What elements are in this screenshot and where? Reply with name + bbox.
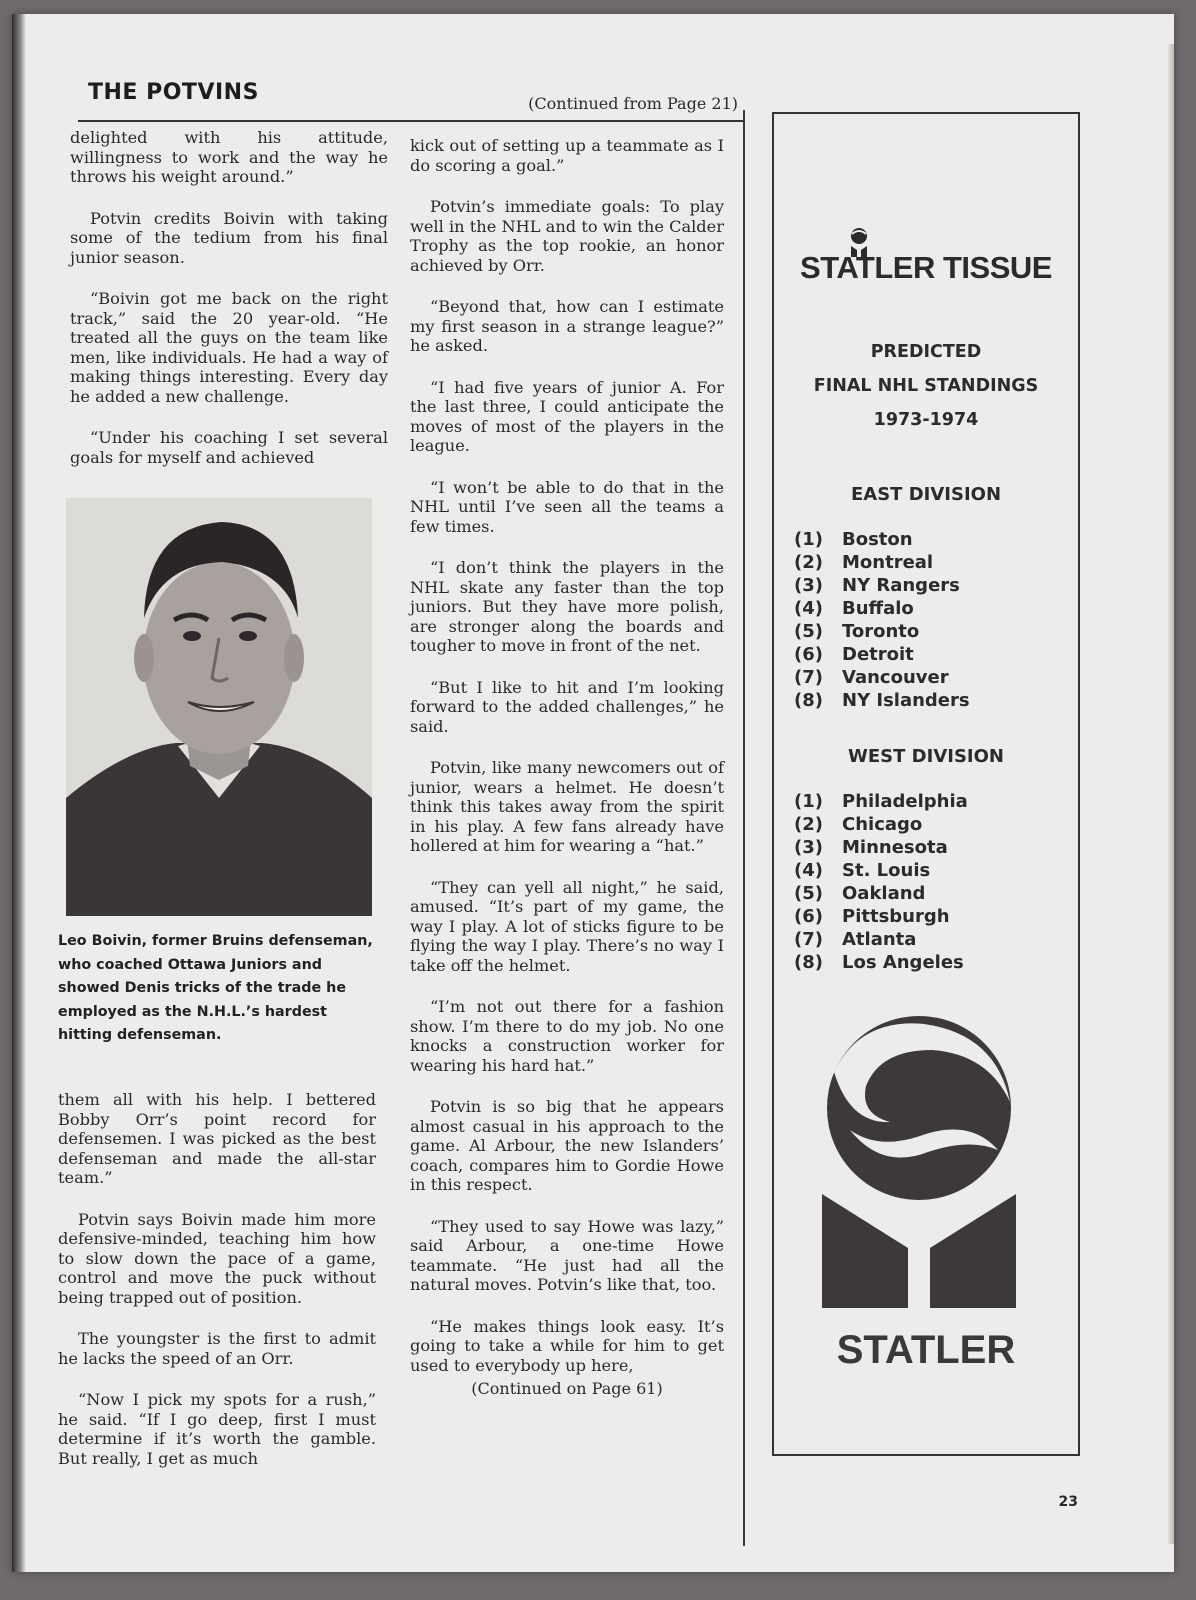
standing-rank: (6) bbox=[794, 644, 823, 665]
standing-row bbox=[794, 928, 1064, 951]
paragraph: “Under his coaching I set several goals for myself and achieved bbox=[70, 428, 388, 467]
logo-wordmark: STATLER bbox=[836, 1328, 1016, 1372]
continued-from-note: (Continued from Page 21) bbox=[528, 94, 738, 113]
ad-heading-line-2: FINAL NHL STANDINGS bbox=[813, 376, 1039, 396]
standing-team: Toronto bbox=[842, 621, 920, 642]
standing-team: St. Louis bbox=[842, 860, 931, 881]
standing-team: Vancouver bbox=[842, 667, 949, 688]
standing-rank: (4) bbox=[794, 860, 823, 881]
ad-heading-line-1: PREDICTED bbox=[870, 342, 982, 362]
photo-caption: Leo Boivin, former Bruins defenseman, who coached Ottawa Juniors and showed Denis tricks of the trade he employed as the N.H.L.’s hardest hitting defenseman. bbox=[58, 933, 373, 1043]
article-header bbox=[78, 70, 744, 122]
paragraph: Potvin is so big that he appears almost casual in his approach to the game. Al Arbour, the new Islanders’ coach, compares him to Gordie Howe in this respect. bbox=[410, 1097, 724, 1194]
standing-row bbox=[794, 643, 1064, 666]
standing-team: NY Islanders bbox=[842, 690, 970, 711]
continued-on-note: (Continued on Page 61) bbox=[471, 1379, 663, 1398]
column-1-bottom bbox=[58, 1090, 376, 1490]
standing-row bbox=[794, 689, 1064, 712]
standing-team: Detroit bbox=[842, 644, 914, 665]
standing-rank: (7) bbox=[794, 929, 823, 950]
standing-rank: (3) bbox=[794, 837, 823, 858]
leo-boivin-photo bbox=[66, 498, 372, 916]
standing-row bbox=[794, 574, 1064, 597]
paragraph: “Beyond that, how can I estimate my first season in a strange league?” he asked. bbox=[410, 297, 724, 355]
column-2 bbox=[410, 136, 724, 1399]
standing-rank: (8) bbox=[794, 690, 823, 711]
paragraph: Potvin’s immediate goals: To play well in the NHL and to win the Calder Trophy as the top rookie, an honor achieved by Orr. bbox=[410, 197, 724, 275]
standing-team: Chicago bbox=[842, 814, 923, 835]
standing-team: Atlanta bbox=[842, 929, 917, 950]
standing-row bbox=[794, 790, 1064, 813]
paragraph: “I’m not out there for a fashion show. I’m there to do my job. No one knocks a construction worker for wearing his hard hat.” bbox=[410, 997, 724, 1075]
paragraph: “Now I pick my spots for a rush,” he said. “If I go deep, first I must determine if it’s worth the gamble. But really, I get as much bbox=[58, 1390, 376, 1468]
page-edge bbox=[1168, 44, 1174, 1544]
standing-rank: (7) bbox=[794, 667, 823, 688]
standing-row bbox=[794, 597, 1064, 620]
standing-row bbox=[794, 905, 1064, 928]
paragraph: “I won’t be able to do that in the NHL until I’ve seen all the teams a few times. bbox=[410, 477, 724, 536]
standing-rank: (2) bbox=[794, 552, 823, 573]
standing-row bbox=[794, 620, 1064, 643]
paragraph: “They can yell all night,” he said, amused. “It’s part of my game, the way I play. A lot of sticks figure to be flying the way I play. There’s no way I take off the helmet. bbox=[410, 877, 724, 975]
standing-row bbox=[794, 882, 1064, 905]
paragraph: “I had five years of junior A. For the last three, I could anticipate the moves of most of the players in the league. bbox=[410, 377, 724, 455]
standing-row bbox=[794, 836, 1064, 859]
east-standings-list bbox=[794, 528, 1064, 712]
column-1-top bbox=[70, 128, 388, 489]
standing-row bbox=[794, 666, 1064, 689]
standing-row bbox=[794, 551, 1064, 574]
standing-team: NY Rangers bbox=[842, 575, 960, 596]
standing-rank: (5) bbox=[794, 883, 823, 904]
standing-team: Buffalo bbox=[842, 598, 914, 619]
standing-rank: (8) bbox=[794, 952, 823, 973]
standing-rank: (5) bbox=[794, 621, 823, 642]
standing-row bbox=[794, 951, 1064, 974]
standing-team: Philadelphia bbox=[842, 791, 968, 812]
magazine-page bbox=[12, 14, 1174, 1572]
ad-heading-line-3: 1973-1974 bbox=[873, 410, 979, 430]
portrait-illustration bbox=[66, 498, 372, 916]
paragraph: “Boivin got me back on the right track,” said the 20 year-old. “He treated all the guys on the team like men, like individuals. He had a way of making things interesting. Every day he added a new challenge. bbox=[70, 289, 388, 406]
paragraph: Potvin says Boivin made him more defensive-minded, teaching him how to slow down the pace of a game, control and move the puck without being trapped out of position. bbox=[58, 1209, 376, 1307]
statler-logo-icon bbox=[820, 1010, 1018, 1320]
statler-advertisement bbox=[772, 112, 1080, 1456]
standing-rank: (2) bbox=[794, 814, 823, 835]
standing-rank: (1) bbox=[794, 791, 823, 812]
column-divider bbox=[743, 110, 745, 1546]
standing-team: Montreal bbox=[842, 552, 934, 573]
paragraph: Potvin credits Boivin with taking some of the tedium from his final junior season. bbox=[70, 208, 388, 267]
standing-rank: (4) bbox=[794, 598, 823, 619]
standing-row bbox=[794, 528, 1064, 551]
paragraph: “I don’t think the players in the NHL skate any faster than the top juniors. But they have more polish, are stronger along the boards and tougher to move in front of the net. bbox=[410, 558, 724, 655]
west-division-title: WEST DIVISION bbox=[848, 746, 1004, 767]
standing-row bbox=[794, 813, 1064, 836]
standing-team: Boston bbox=[842, 529, 913, 550]
article-title: THE POTVINS bbox=[88, 80, 259, 105]
west-standings-list bbox=[794, 790, 1064, 974]
standing-rank: (3) bbox=[794, 575, 823, 596]
paragraph: delighted with his attitude, willingness to work and the way he throws his weight around.” bbox=[70, 128, 388, 186]
standing-team: Pittsburgh bbox=[842, 906, 950, 927]
standing-row bbox=[794, 859, 1064, 882]
standing-team: Oakland bbox=[842, 883, 926, 904]
standing-rank: (1) bbox=[794, 529, 823, 550]
brand-name: STATLER TISSUE bbox=[800, 250, 1052, 285]
paragraph: “He makes things look easy. It’s going to take a while for him to get used to everybody up here, bbox=[410, 1316, 724, 1375]
paragraph: The youngster is the first to admit he lacks the speed of an Orr. bbox=[58, 1329, 376, 1368]
paragraph: them all with his help. I bettered Bobby Orr’s point record for defensemen. I was picked as the best defenseman and made the all-star team.” bbox=[58, 1090, 376, 1187]
paragraph: kick out of setting up a teammate as I do scoring a goal.” bbox=[410, 136, 724, 175]
paragraph: Potvin, like many newcomers out of junior, wears a helmet. He doesn’t think this takes away from the spirit in his play. A few fans already have hollered at him for wearing a “hat.” bbox=[410, 758, 724, 855]
standing-team: Minnesota bbox=[842, 837, 948, 858]
page-spine-shadow bbox=[12, 14, 26, 1572]
page-number: 23 bbox=[1058, 1494, 1078, 1510]
standing-team: Los Angeles bbox=[842, 952, 964, 973]
paragraph: “They used to say Howe was lazy,” said Arbour, a one-time Howe teammate. “He just had all the natural moves. Potvin’s like that, too. bbox=[410, 1216, 724, 1294]
east-division-title: EAST DIVISION bbox=[850, 484, 1002, 505]
paragraph: “But I like to hit and I’m looking forward to the added challenges,” he said. bbox=[410, 677, 724, 736]
standing-rank: (6) bbox=[794, 906, 823, 927]
